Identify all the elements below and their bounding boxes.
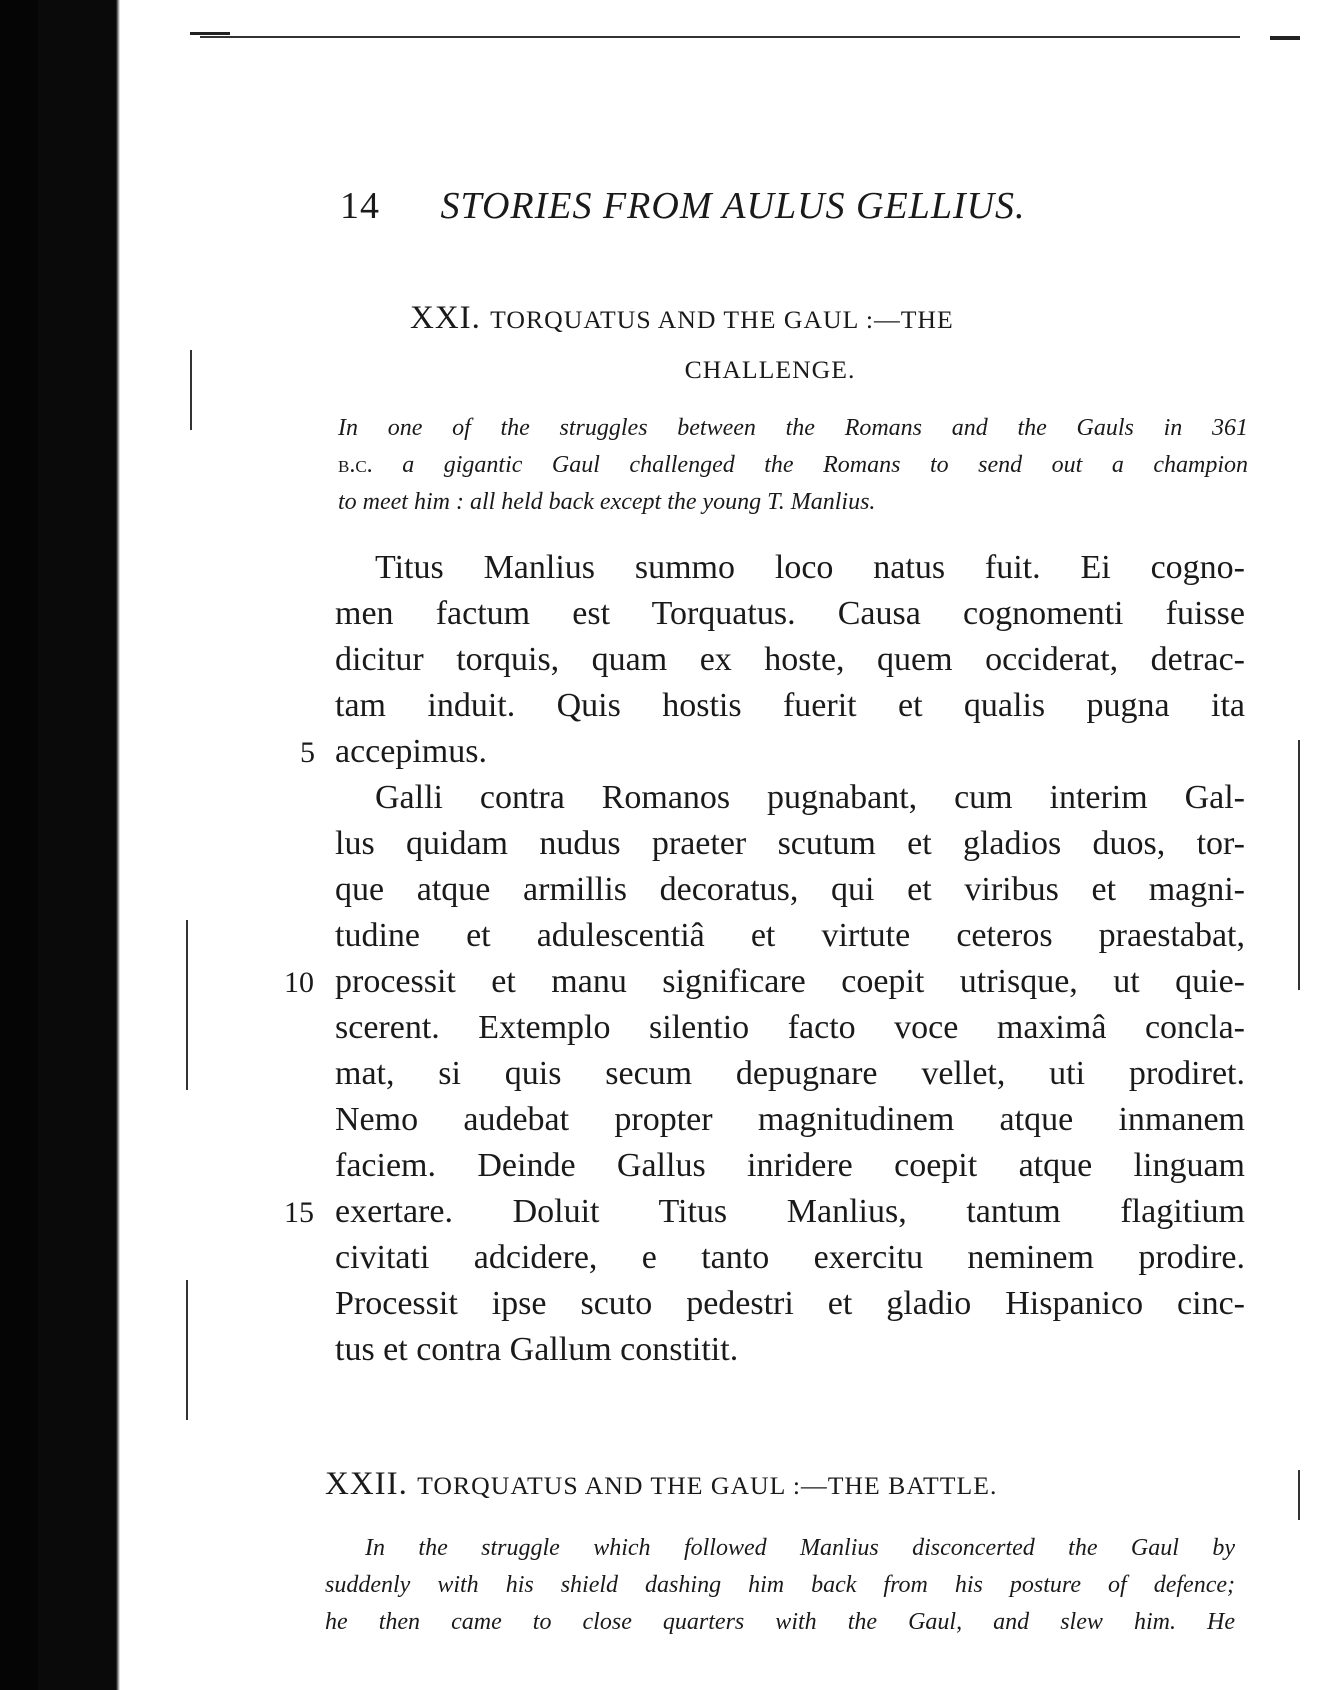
section-22-numeral: XXII. <box>325 1466 408 1502</box>
body-line: faciem. Deinde Gallus inridere coepit atque linguam <box>335 1147 1245 1184</box>
body-line: tus et contra Gallum constitit. <box>335 1331 739 1368</box>
argument-bc: b.c. <box>338 452 373 478</box>
body-line: scerent. Extemplo silentio facto voce maximâ concla- <box>335 1009 1245 1046</box>
argument-line: In one of the struggles between the Romans and the Gauls in 361 <box>338 415 1248 441</box>
scan-top-rule <box>200 36 1240 38</box>
line-number: 15 <box>284 1196 314 1229</box>
body-line: civitati adcidere, e tanto exercitu neminem prodire. <box>335 1239 1245 1276</box>
body-line: dicitur torquis, quam ex hoste, quem occiderat, detrac- <box>335 641 1245 678</box>
scan-right-tick <box>1298 1470 1300 1520</box>
line-number: 5 <box>300 736 315 769</box>
scan-binding-shadow <box>0 0 38 1690</box>
scan-left-tick <box>186 920 188 1090</box>
argument-line: to meet him : all held back except the young T. Manlius. <box>338 489 876 515</box>
argument-line: a gigantic Gaul challenged the Romans to send out a champion <box>402 452 1248 478</box>
body-line: Galli contra Romanos pugnabant, cum interim Gal- <box>375 779 1245 816</box>
section-22-title: TORQUATUS AND THE GAUL :—THE BATTLE. <box>417 1471 998 1500</box>
body-line: mat, si quis secum depugnare vellet, uti prodiret. <box>335 1055 1245 1092</box>
body-line: Titus Manlius summo loco natus fuit. Ei cogno- <box>375 549 1245 586</box>
body-line: tudine et adulescentiâ et virtute ceteros praestabat, <box>335 917 1245 954</box>
running-title: STORIES FROM AULUS GELLIUS. <box>440 185 1026 227</box>
section-21-numeral: XXI. <box>410 300 481 336</box>
scan-right-tick <box>1298 740 1300 990</box>
scan-corner-mark <box>1270 36 1300 40</box>
argument-line: In the struggle which followed Manlius disconcerted the Gaul by <box>365 1535 1235 1561</box>
line-number: 10 <box>284 966 314 999</box>
body-line: Processit ipse scuto pedestri et gladio Hispanico cinc- <box>335 1285 1245 1322</box>
body-line: processit et manu significare coepit utrisque, ut quie- <box>335 963 1245 1000</box>
body-line: lus quidam nudus praeter scutum et gladios duos, tor- <box>335 825 1245 862</box>
scan-left-tick <box>186 1280 188 1420</box>
body-line: tam induit. Quis hostis fuerit et qualis pugna ita <box>335 687 1245 724</box>
body-line: exertare. Doluit Titus Manlius, tantum flagitium <box>335 1193 1245 1230</box>
argument-line: suddenly with his shield dashing him back from his posture of defence; <box>325 1572 1235 1598</box>
scan-left-tick <box>190 350 192 430</box>
page-number: 14 <box>340 185 380 227</box>
body-line: men factum est Torquatus. Causa cognomenti fuisse <box>335 595 1245 632</box>
section-21-heading-cont <box>540 350 1000 387</box>
body-line: Nemo audebat propter magnitudinem atque inmanem <box>335 1101 1245 1138</box>
section-21-argument <box>338 410 1248 521</box>
body-line: accepimus. <box>335 733 487 770</box>
argument-line: he then came to close quarters with the Gaul, and slew him. He <box>325 1609 1235 1635</box>
scan-binding-edge <box>38 0 120 1690</box>
section-21-title-cont: CHALLENGE. <box>684 355 856 384</box>
running-head <box>340 184 1140 228</box>
section-22-heading <box>325 1466 1245 1503</box>
scan-top-mark <box>190 32 230 35</box>
section-21-body <box>335 545 1245 1373</box>
section-21-title: TORQUATUS AND THE GAUL :—THE <box>490 305 954 334</box>
section-22-argument <box>325 1530 1235 1641</box>
body-line: que atque armillis decoratus, qui et viribus et magni- <box>335 871 1245 908</box>
section-21-heading <box>410 300 1210 337</box>
